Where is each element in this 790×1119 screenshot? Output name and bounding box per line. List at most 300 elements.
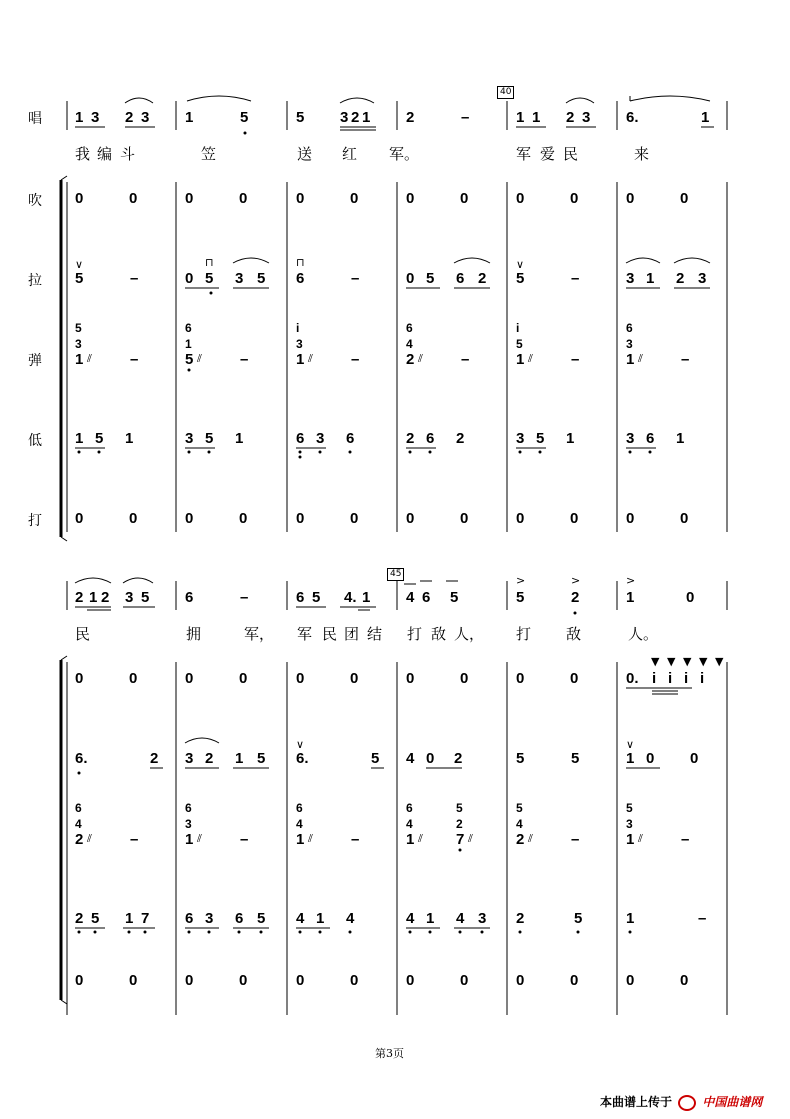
- octave-dot-below: [629, 931, 632, 934]
- breath-mark: ∨: [626, 738, 635, 751]
- slur: [566, 98, 594, 103]
- chord-note-root: 5: [185, 351, 194, 368]
- tremolo-mark: ⫽: [418, 352, 423, 365]
- octave-dot-below: [481, 931, 484, 934]
- strings-note: –: [130, 270, 139, 287]
- lyric-char: 结: [367, 625, 383, 643]
- bass-note: 6: [235, 910, 244, 927]
- chord-note-root: 1: [626, 351, 635, 368]
- staccato-mark: ▼: [651, 655, 660, 668]
- octave-dot-below: [188, 369, 191, 372]
- slur: [185, 738, 219, 743]
- strings-note: 1: [626, 750, 635, 767]
- octave-dot-below: [349, 451, 352, 454]
- chord-note-top: 5: [516, 801, 523, 815]
- wind-rest: 0: [350, 670, 359, 687]
- strings-note: 6: [296, 270, 305, 287]
- octave-dot-below: [409, 931, 412, 934]
- bass-note: 7: [141, 910, 150, 927]
- strings-note: 3: [235, 270, 244, 287]
- voice-note: 6: [422, 589, 431, 606]
- tremolo-mark: ⫽: [528, 832, 533, 845]
- lyric-char: 民: [322, 625, 338, 643]
- bass-note: 4: [456, 910, 465, 927]
- bass-note: 5: [205, 430, 214, 447]
- octave-dot-below: [78, 451, 81, 454]
- upload-text: 本曲谱上传于: [600, 1095, 673, 1109]
- measure-number-40: 40: [497, 86, 514, 99]
- voice-note: 2: [101, 589, 110, 606]
- accent-mark: >: [571, 574, 581, 587]
- perc-rest: 0: [460, 972, 469, 989]
- tremolo-mark: ⫽: [468, 832, 473, 845]
- wind-note-high: i: [652, 670, 657, 687]
- site-logo-icon: [678, 1095, 696, 1111]
- strings-note: 1: [646, 270, 655, 287]
- site-name: 中国曲谱网: [702, 1095, 763, 1109]
- tremolo-mark: ⫽: [308, 832, 313, 845]
- slur: [233, 258, 269, 263]
- perc-rest: 0: [75, 972, 84, 989]
- part-label-pluck-1: 弹: [28, 353, 42, 369]
- staccato-mark: ▼: [699, 655, 708, 668]
- accent-mark: >: [516, 574, 526, 587]
- bass-note: 3: [516, 430, 525, 447]
- slur: [454, 258, 490, 263]
- voice-note: 4.: [344, 589, 357, 606]
- voice-note: 5: [296, 109, 305, 126]
- perc-rest: 0: [516, 510, 525, 527]
- voice-note: –: [240, 589, 249, 606]
- wind-rest: 0: [239, 190, 248, 207]
- voice-note: 1: [532, 109, 541, 126]
- strings-note: 3: [185, 750, 194, 767]
- wind-rest: 0: [460, 670, 469, 687]
- chord-note-mid: 2: [456, 817, 463, 831]
- strings-note: 6.: [296, 750, 309, 767]
- chord-note-root: 7: [456, 831, 465, 848]
- octave-dot-below: [539, 451, 542, 454]
- part-label-strings-1: 拉: [28, 273, 42, 289]
- strings-note: 2: [205, 750, 214, 767]
- breath-mark: ∨: [516, 258, 525, 271]
- strings-note: 0: [690, 750, 699, 767]
- bracket-top-hook: [61, 656, 67, 660]
- voice-note: 2: [125, 109, 134, 126]
- chord-note-mid: 5: [516, 337, 523, 351]
- chord-note-mid: 4: [296, 817, 303, 831]
- lyric-char: 人，: [454, 625, 485, 643]
- perc-rest: 0: [185, 972, 194, 989]
- lyric-char: 打: [516, 625, 532, 643]
- perc-rest: 0: [570, 972, 579, 989]
- chord-note-top: 6: [296, 801, 303, 815]
- octave-dot-below: [94, 931, 97, 934]
- chord-note-root: 1: [296, 351, 305, 368]
- voice-note: 5: [141, 589, 150, 606]
- perc-rest: 0: [406, 972, 415, 989]
- chord-note-top: 5: [75, 321, 82, 335]
- octave-dot-below: [459, 931, 462, 934]
- chord-note-root: 1: [406, 831, 415, 848]
- octave-dot-below: [98, 451, 101, 454]
- tremolo-mark: ⫽: [197, 352, 202, 365]
- bass-note: 6: [646, 430, 655, 447]
- strings-note: 2: [454, 750, 463, 767]
- part-label-bass-1: 低: [28, 433, 42, 449]
- lyric-char: 敌: [431, 625, 447, 643]
- voice-note: –: [461, 109, 470, 126]
- sustain-dash: –: [681, 351, 690, 368]
- chord-note-top: 6: [626, 321, 633, 335]
- perc-rest: 0: [570, 510, 579, 527]
- wind-note-high: i: [668, 670, 673, 687]
- wind-rest: 0: [129, 670, 138, 687]
- slur: [187, 96, 251, 101]
- sustain-dash: –: [130, 351, 139, 368]
- staccato-mark: ▼: [667, 655, 676, 668]
- voice-note: 6.: [626, 109, 639, 126]
- measure-number-45: 45: [387, 568, 404, 581]
- voice-note: 2: [571, 589, 580, 606]
- voice-note: 1: [362, 589, 371, 606]
- wind-rest: 0: [185, 670, 194, 687]
- voice-note: 1: [701, 109, 710, 126]
- chord-note-root: 2: [406, 351, 415, 368]
- wind-rest: 0: [516, 190, 525, 207]
- sustain-dash: –: [130, 831, 139, 848]
- slur: [75, 578, 111, 583]
- bass-note: 2: [456, 430, 465, 447]
- octave-dot-below: [78, 772, 81, 775]
- wind-rest: 0: [129, 190, 138, 207]
- octave-dot-below: [144, 931, 147, 934]
- chord-note-top: 6: [75, 801, 82, 815]
- strings-note: 4: [406, 750, 415, 767]
- bass-note: 1: [426, 910, 435, 927]
- voice-note: 0: [686, 589, 695, 606]
- strings-note: 5: [205, 270, 214, 287]
- chord-note-root: 1: [626, 831, 635, 848]
- octave-dot-below: [429, 931, 432, 934]
- lyric-char: 笠: [201, 145, 217, 163]
- chord-note-root: 2: [75, 831, 84, 848]
- perc-rest: 0: [516, 972, 525, 989]
- wind-rest: 0: [350, 190, 359, 207]
- bracket-top-hook: [61, 176, 67, 180]
- octave-dot-below: [519, 451, 522, 454]
- wind-rest: 0: [406, 190, 415, 207]
- wind-note-high: i: [700, 670, 705, 687]
- sustain-dash: –: [351, 351, 360, 368]
- octave-dot-below: [244, 132, 247, 135]
- tremolo-mark: ⫽: [638, 832, 643, 845]
- bass-note: 4: [296, 910, 305, 927]
- chord-note-top: 6: [406, 321, 413, 335]
- voice-note: 2: [75, 589, 84, 606]
- octave-dot-below: [519, 931, 522, 934]
- page-number: 第3页: [375, 1047, 404, 1060]
- strings-note: 5: [75, 270, 84, 287]
- strings-note: 1: [235, 750, 244, 767]
- voice-note: 1: [185, 109, 194, 126]
- voice-note: 5: [312, 589, 321, 606]
- octave-dot-below: [128, 931, 131, 934]
- tie: [630, 96, 710, 101]
- chord-note-mid: 3: [296, 337, 303, 351]
- strings-note: –: [571, 270, 580, 287]
- perc-rest: 0: [129, 510, 138, 527]
- octave-dot-below: [188, 931, 191, 934]
- chord-note-mid: 3: [626, 337, 633, 351]
- perc-rest: 0: [75, 510, 84, 527]
- perc-rest: 0: [626, 510, 635, 527]
- chord-note-root: 1: [185, 831, 194, 848]
- chord-note-mid: 3: [75, 337, 82, 351]
- chord-note-mid: 4: [75, 817, 82, 831]
- breath-mark: ∨: [75, 258, 84, 271]
- octave-dot-below: [319, 451, 322, 454]
- octave-dot-below: [299, 451, 302, 454]
- wind-rest: 0: [570, 670, 579, 687]
- strings-note: 5: [426, 270, 435, 287]
- bass-note: 3: [316, 430, 325, 447]
- lyric-char: 军: [516, 145, 532, 163]
- lyric-char: 军。: [389, 145, 420, 163]
- lyric-char: 团: [344, 625, 360, 643]
- part-label-voice-1: 唱: [28, 111, 42, 127]
- voice-note: 2: [406, 109, 415, 126]
- strings-note: 5: [257, 270, 266, 287]
- octave-dot-below: [208, 931, 211, 934]
- voice-note: 3: [582, 109, 591, 126]
- perc-rest: 0: [239, 972, 248, 989]
- bass-note: 3: [205, 910, 214, 927]
- bass-note: 4: [346, 910, 355, 927]
- bass-note: 5: [257, 910, 266, 927]
- bass-note: 2: [75, 910, 84, 927]
- voice-note: 5: [240, 109, 249, 126]
- octave-dot-below: [299, 456, 302, 459]
- chord-note-top: i: [516, 321, 520, 335]
- lyric-char: 我: [75, 145, 91, 163]
- strings-note: 5: [371, 750, 380, 767]
- bass-note: 1: [626, 910, 635, 927]
- bass-note: 1: [75, 430, 84, 447]
- bass-note: 2: [516, 910, 525, 927]
- strings-note: 0: [185, 270, 194, 287]
- tremolo-mark: ⫽: [87, 352, 92, 365]
- voice-note: 3: [141, 109, 150, 126]
- chord-note-mid: 4: [406, 817, 413, 831]
- tremolo-mark: ⫽: [528, 352, 533, 365]
- upload-credit: [600, 1093, 762, 1111]
- accent-mark: >: [626, 574, 636, 587]
- lyric-char: 拥: [186, 625, 202, 643]
- lyric-char: 爱: [540, 145, 556, 163]
- bass-note: 1: [316, 910, 325, 927]
- voice-note: 2: [566, 109, 575, 126]
- wind-rest: 0: [406, 670, 415, 687]
- wind-rest: 0: [75, 190, 84, 207]
- wind-rest: 0: [185, 190, 194, 207]
- voice-note: 1: [89, 589, 98, 606]
- octave-dot-below: [577, 931, 580, 934]
- voice-note: 1: [516, 109, 525, 126]
- part-label-perc-1: 打: [28, 513, 42, 529]
- lyric-char: 来: [634, 145, 650, 163]
- bass-note: 6: [185, 910, 194, 927]
- chord-note-top: i: [296, 321, 300, 335]
- strings-note: 0: [646, 750, 655, 767]
- slur: [340, 98, 374, 103]
- chord-note-root: 2: [516, 831, 525, 848]
- strings-note: 0: [426, 750, 435, 767]
- bass-note: 5: [536, 430, 545, 447]
- strings-note: 0: [406, 270, 415, 287]
- wind-note-high: i: [684, 670, 689, 687]
- chord-note-mid: 1: [185, 337, 192, 351]
- perc-rest: 0: [406, 510, 415, 527]
- sustain-dash: –: [461, 351, 470, 368]
- octave-dot-below: [210, 292, 213, 295]
- sustain-dash: –: [240, 351, 249, 368]
- chord-note-top: 6: [185, 801, 192, 815]
- voice-note: 1: [362, 109, 371, 126]
- octave-dot-below: [188, 451, 191, 454]
- perc-rest: 0: [680, 510, 689, 527]
- strings-note: 6.: [75, 750, 88, 767]
- octave-dot-below: [459, 849, 462, 852]
- bass-note: 6: [346, 430, 355, 447]
- bass-note: 6: [296, 430, 305, 447]
- chord-note-mid: 4: [516, 817, 523, 831]
- lyric-char: 民: [75, 625, 91, 643]
- lyric-char: 打: [407, 625, 423, 643]
- voice-note: 6: [296, 589, 305, 606]
- tremolo-mark: ⫽: [87, 832, 92, 845]
- wind-rest: 0: [239, 670, 248, 687]
- wind-rest: 0: [460, 190, 469, 207]
- tremolo-mark: ⫽: [308, 352, 313, 365]
- wind-rest: 0: [516, 670, 525, 687]
- part-label-wind-1: 吹: [28, 193, 42, 209]
- voice-note: 1: [626, 589, 635, 606]
- wind-rest: 0: [680, 190, 689, 207]
- perc-rest: 0: [626, 972, 635, 989]
- strings-note: 3: [626, 270, 635, 287]
- perc-rest: 0: [350, 510, 359, 527]
- lyric-char: 红: [342, 145, 358, 163]
- strings-note: 6: [456, 270, 465, 287]
- perc-rest: 0: [239, 510, 248, 527]
- slur: [125, 98, 153, 103]
- strings-note: 2: [150, 750, 159, 767]
- sustain-dash: –: [571, 351, 580, 368]
- slur: [674, 258, 710, 263]
- lyric-char: 斗: [120, 145, 136, 163]
- slur: [626, 258, 660, 263]
- perc-rest: 0: [296, 510, 305, 527]
- bass-note: 1: [125, 430, 134, 447]
- slur: [123, 578, 153, 583]
- tremolo-mark: ⫽: [197, 832, 202, 845]
- perc-rest: 0: [460, 510, 469, 527]
- sustain-dash: –: [681, 831, 690, 848]
- voice-note: 5: [450, 589, 459, 606]
- breath-mark: ∨: [296, 738, 305, 751]
- lyric-char: 敌: [566, 625, 582, 643]
- voice-note: 5: [516, 589, 525, 606]
- bass-note: 1: [235, 430, 244, 447]
- bracket-bottom-hook: [61, 537, 67, 541]
- perc-rest: 0: [296, 972, 305, 989]
- octave-dot-below: [574, 612, 577, 615]
- octave-dot-below: [208, 451, 211, 454]
- lyric-char: 民: [563, 145, 579, 163]
- bass-note: 3: [185, 430, 194, 447]
- lyric-char: 送: [297, 145, 313, 163]
- lyric-char: 编: [97, 145, 113, 163]
- bass-note: 5: [574, 910, 583, 927]
- bass-note: 1: [676, 430, 685, 447]
- perc-rest: 0: [185, 510, 194, 527]
- staccato-mark: ▼: [683, 655, 692, 668]
- bass-note: 2: [406, 430, 415, 447]
- bass-note: 3: [478, 910, 487, 927]
- strings-note: 5: [516, 270, 525, 287]
- voice-note: 3: [340, 109, 349, 126]
- bass-note: 5: [95, 430, 104, 447]
- octave-dot-below: [649, 451, 652, 454]
- strings-note: 2: [478, 270, 487, 287]
- chord-note-root: 1: [75, 351, 84, 368]
- tremolo-mark: ⫽: [638, 352, 643, 365]
- sustain-dash: –: [571, 831, 580, 848]
- down-bow-mark: ⊓: [205, 256, 214, 269]
- octave-dot-below: [260, 931, 263, 934]
- voice-note: 3: [125, 589, 134, 606]
- bass-note: 1: [125, 910, 134, 927]
- octave-dot-below: [319, 931, 322, 934]
- bass-note: 5: [91, 910, 100, 927]
- tremolo-mark: ⫽: [418, 832, 423, 845]
- lyric-char: 人。: [628, 625, 659, 643]
- down-bow-mark: ⊓: [296, 256, 305, 269]
- strings-note: 5: [516, 750, 525, 767]
- wind-rest: 0: [570, 190, 579, 207]
- voice-note: 4: [406, 589, 415, 606]
- voice-note: 6: [185, 589, 194, 606]
- chord-note-mid: 4: [406, 337, 413, 351]
- strings-note: 5: [571, 750, 580, 767]
- perc-rest: 0: [129, 972, 138, 989]
- chord-note-mid: 3: [185, 817, 192, 831]
- bass-note: 6: [426, 430, 435, 447]
- chord-note-mid: 3: [626, 817, 633, 831]
- sustain-dash: –: [351, 831, 360, 848]
- strings-note: 3: [698, 270, 707, 287]
- wind-rest: 0: [626, 190, 635, 207]
- sustain-dash: –: [240, 831, 249, 848]
- octave-dot-below: [409, 451, 412, 454]
- bass-note: 3: [626, 430, 635, 447]
- voice-note: 3: [91, 109, 100, 126]
- strings-note: 5: [257, 750, 266, 767]
- voice-note: 1: [75, 109, 84, 126]
- bass-note: –: [698, 910, 707, 927]
- wind-rest: 0: [296, 670, 305, 687]
